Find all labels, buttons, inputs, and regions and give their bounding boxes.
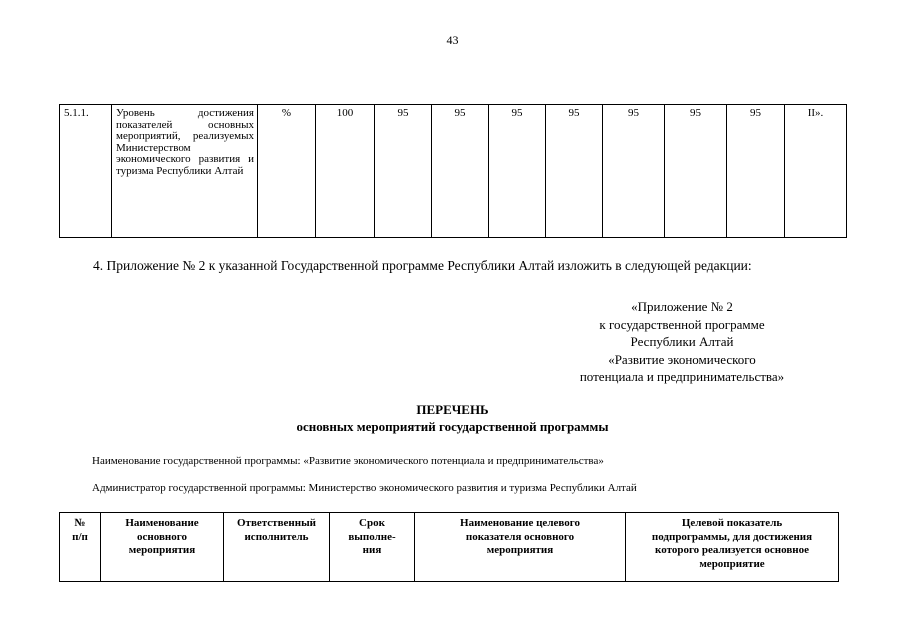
appendix-line: потенциала и предпринимательства» [579,369,785,385]
header-line: Ответственный [236,517,317,529]
header-deadline [330,513,415,582]
header-line: показателя основного [465,530,575,543]
header-subprogram-target [626,513,839,582]
indicator-table [59,104,847,238]
list-title-line: основных мероприятий государственной программы [296,418,609,434]
value-cell: 95 [375,105,432,238]
unit-cell: % [258,105,316,238]
header-line: Наименование [125,517,199,529]
value-cell: 95 [603,105,665,238]
list-title-line: ПЕРЕЧЕНЬ [416,402,489,417]
header-line: п/п [72,530,88,543]
value-cell: 95 [727,105,785,238]
value-cell: 95 [665,105,727,238]
header-line: основного [137,530,187,543]
header-line: выполне- [348,530,396,543]
header-line: мероприятие [699,557,765,570]
appendix-line: «Развитие экономического [608,351,756,367]
indicator-name-cell: Уровень достижения показателей основных мероприятий, реализуемых Министерством экономического развития и туризма Республики Алтай [112,105,258,238]
header-line: мероприятия [486,544,554,556]
program-name-line: Наименование государственной программы: «Развитие экономического потенциала и предпринимательства» [92,455,604,467]
page-number: 43 [446,33,459,47]
activities-table [59,512,839,582]
table-header-row [60,513,839,582]
value-cell: 95 [489,105,546,238]
header-line: Срок [359,517,385,529]
appendix-line: Республики Алтай [630,334,734,350]
appendix-line: к государственной программе [599,316,765,332]
header-line: которого реализуется основное [655,544,809,556]
appendix-line: «Приложение № 2 [631,299,733,314]
last-cell: II». [785,105,847,238]
administrator-line: Администратор государственной программы: Министерство экономического развития и туризма Республики Алтай [92,482,637,494]
header-line: ния [362,544,382,556]
value-cell: 95 [432,105,489,238]
header-line: Наименование целевого [460,517,580,529]
value-cell: 95 [546,105,603,238]
header-line: № [74,517,86,529]
instruction-paragraph: 4. Приложение № 2 к указанной Государственной программе Республики Алтай изложить в следующей редакции: [93,258,752,273]
header-line: мероприятия [128,544,196,556]
table-row [60,105,847,238]
header-line: исполнитель [244,530,309,543]
value-cell: 100 [316,105,375,238]
header-activity-name [101,513,224,582]
list-title [0,402,905,435]
header-line: подпрограммы, для достижения [651,530,813,543]
appendix-heading [560,298,804,386]
header-line: Целевой показатель [681,517,783,529]
header-target-indicator-name [415,513,626,582]
row-number-cell: 5.1.1. [60,105,112,238]
header-number [60,513,101,582]
header-responsible [224,513,330,582]
